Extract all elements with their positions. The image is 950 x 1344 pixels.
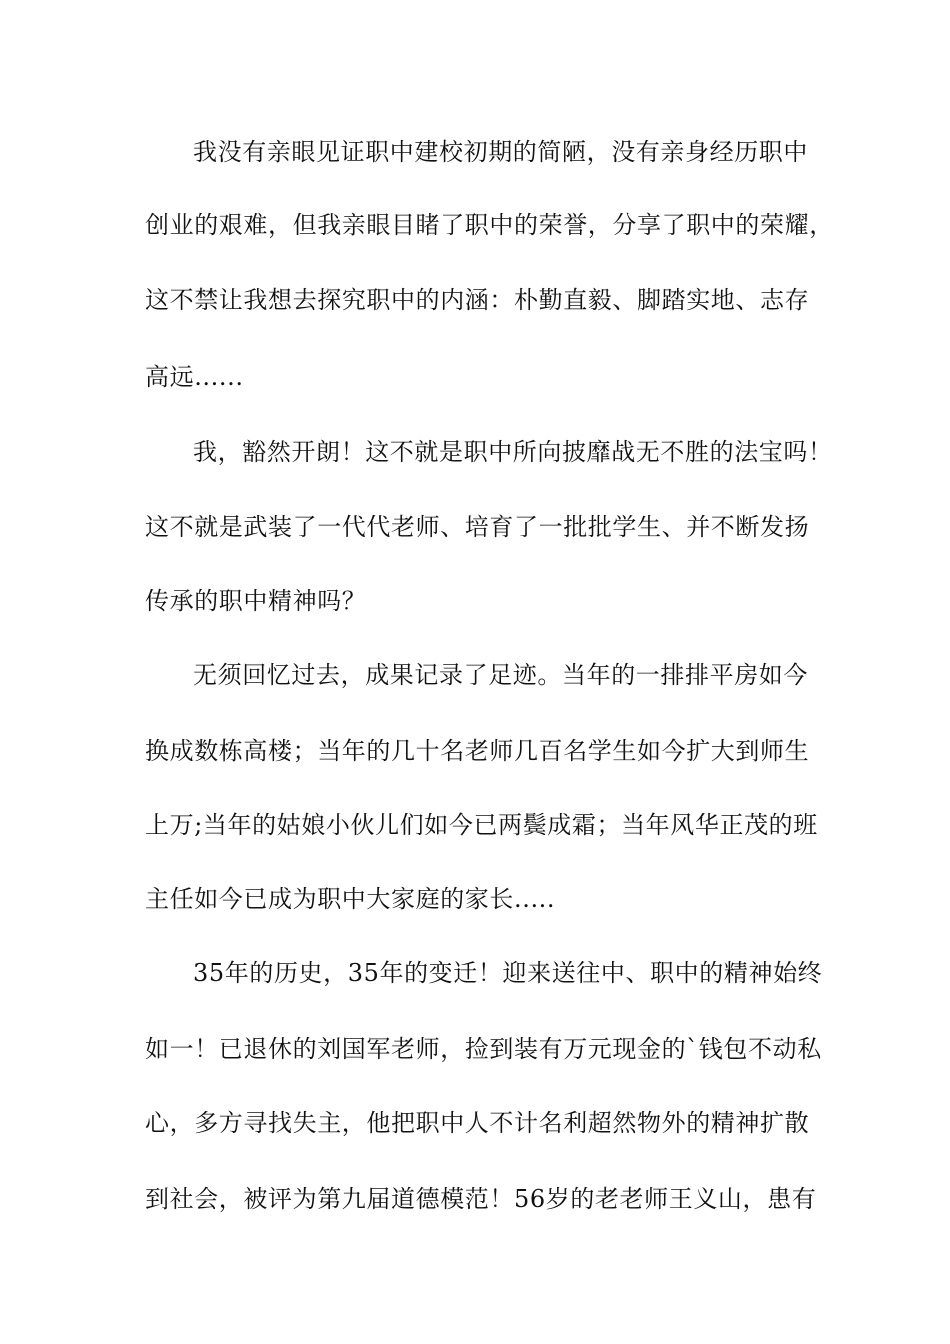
paragraph-1-line-4: 高远...... (145, 363, 244, 391)
paragraph-3-line-1: 无须回忆过去，成果记录了足迹。当年的一排排平房如今 (193, 661, 808, 689)
paragraph-4-line-3: 心，多方寻找失主，他把职中人不计名利超然物外的精神扩散 (145, 1109, 810, 1137)
paragraph-3-line-4: 主任如今已成为职中大家庭的家长..... (145, 885, 556, 913)
paragraph-4-line-2: 如一！已退休的刘国军老师，捡到装有万元现金的`钱包不动私 (145, 1035, 822, 1063)
paragraph-3-line-2: 换成数栋高楼；当年的几十名老师几百名学生如今扩大到师生 (145, 737, 810, 765)
paragraph-1-line-2: 创业的艰难，但我亲眼目睹了职中的荣誉，分享了职中的荣耀， (145, 211, 834, 239)
paragraph-1-line-3: 这不禁让我想去探究职中的内涵：朴勤直毅、脚踏实地、志存 (145, 286, 810, 314)
paragraph-3-line-3: 上万;当年的姑娘小伙儿们如今已两鬓成霜；当年风华正茂的班 (145, 811, 818, 839)
paragraph-2-line-3: 传承的职中精神吗？ (145, 587, 367, 615)
paragraph-4-line-4: 到社会，被评为第九届道德模范！56岁的老老师王义山，患有 (145, 1185, 817, 1213)
paragraph-2-line-2: 这不就是武装了一代代老师、培育了一批批学生、并不断发扬 (145, 513, 810, 541)
paragraph-1-line-1: 我没有亲眼见证职中建校初期的简陋，没有亲身经历职中 (193, 138, 808, 166)
paragraph-2-line-1: 我，豁然开朗！这不就是职中所向披靡战无不胜的法宝吗！ (193, 438, 833, 466)
paragraph-4-line-1: 35年的历史，35年的变迁！迎来送往中、职中的精神始终 (193, 959, 823, 987)
